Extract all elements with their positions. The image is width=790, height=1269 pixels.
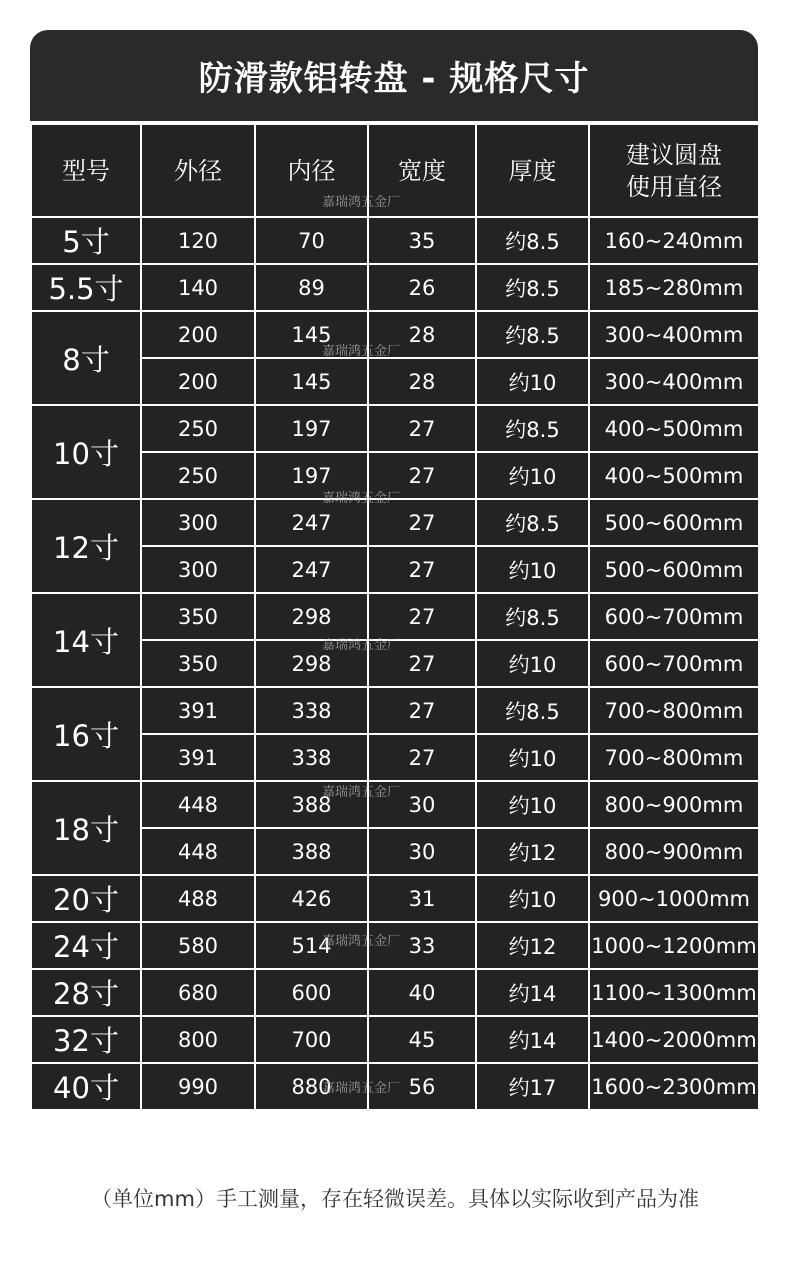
cell-model: 28寸 [31, 969, 141, 1016]
cell-recommended-diameter: 300~400mm [589, 311, 759, 358]
cell-recommended-diameter: 1100~1300mm [589, 969, 759, 1016]
cell-model: 10寸 [31, 405, 141, 499]
watermark-text: 嘉瑞鸿五金厂 [322, 195, 401, 210]
cell-recommended-diameter: 800~900mm [589, 828, 759, 875]
table-row [31, 311, 759, 358]
cell-model: 24寸 [31, 922, 141, 969]
table-row [31, 593, 759, 640]
cell-outer-diameter: 300 [141, 546, 255, 593]
footnote: （单位mm）手工测量，存在轻微误差。具体以实际收到产品为准 [91, 1187, 699, 1211]
cell-recommended-diameter: 1400~2000mm [589, 1016, 759, 1063]
cell-outer-diameter: 120 [141, 217, 255, 264]
cell-thickness: 约17 [476, 1063, 589, 1110]
watermark-text: 嘉瑞鸿五金厂 [322, 1081, 401, 1096]
cell-thickness: 约10 [476, 875, 589, 922]
cell-outer-diameter: 448 [141, 828, 255, 875]
cell-width: 27 [368, 640, 476, 687]
cell-recommended-diameter: 300~400mm [589, 358, 759, 405]
spec-card [30, 30, 758, 1111]
spec-table [30, 123, 760, 1111]
header-outer-diameter: 外径 [141, 124, 255, 217]
cell-width: 56 [368, 1063, 476, 1110]
cell-width: 26 [368, 264, 476, 311]
cell-width: 27 [368, 499, 476, 546]
cell-model: 12寸 [31, 499, 141, 593]
cell-inner-diameter: 298 [255, 593, 368, 640]
cell-model: 20寸 [31, 875, 141, 922]
cell-outer-diameter: 350 [141, 593, 255, 640]
cell-thickness: 约10 [476, 640, 589, 687]
spec-table-body [31, 217, 759, 1110]
cell-recommended-diameter: 160~240mm [589, 217, 759, 264]
cell-thickness: 约10 [476, 781, 589, 828]
cell-inner-diameter: 388 [255, 828, 368, 875]
table-row [31, 1063, 759, 1110]
cell-width: 35 [368, 217, 476, 264]
cell-inner-diameter: 70 [255, 217, 368, 264]
cell-inner-diameter: 338 [255, 687, 368, 734]
cell-thickness: 约10 [476, 734, 589, 781]
cell-model: 32寸 [31, 1016, 141, 1063]
cell-outer-diameter: 448 [141, 781, 255, 828]
cell-width: 28 [368, 311, 476, 358]
watermark-text: 嘉瑞鸿五金厂 [322, 934, 401, 949]
cell-width: 31 [368, 875, 476, 922]
table-row [31, 452, 759, 499]
cell-thickness: 约8.5 [476, 264, 589, 311]
cell-inner-diameter: 338 [255, 734, 368, 781]
cell-recommended-diameter: 400~500mm [589, 405, 759, 452]
table-row [31, 781, 759, 828]
cell-inner-diameter: 247 [255, 546, 368, 593]
cell-recommended-diameter: 600~700mm [589, 640, 759, 687]
cell-outer-diameter: 200 [141, 311, 255, 358]
cell-width: 40 [368, 969, 476, 1016]
cell-outer-diameter: 990 [141, 1063, 255, 1110]
table-row [31, 546, 759, 593]
cell-outer-diameter: 250 [141, 405, 255, 452]
cell-model: 16寸 [31, 687, 141, 781]
table-row [31, 687, 759, 734]
cell-model: 18寸 [31, 781, 141, 875]
cell-recommended-diameter: 1600~2300mm [589, 1063, 759, 1110]
cell-outer-diameter: 250 [141, 452, 255, 499]
cell-outer-diameter: 488 [141, 875, 255, 922]
table-row [31, 969, 759, 1016]
cell-recommended-diameter: 185~280mm [589, 264, 759, 311]
table-row [31, 264, 759, 311]
cell-inner-diameter: 426 [255, 875, 368, 922]
table-row [31, 734, 759, 781]
cell-outer-diameter: 680 [141, 969, 255, 1016]
cell-model: 5寸 [31, 217, 141, 264]
cell-inner-diameter: 145 [255, 311, 368, 358]
cell-thickness: 约10 [476, 546, 589, 593]
cell-inner-diameter: 197 [255, 405, 368, 452]
header-width: 宽度 [368, 124, 476, 217]
cell-inner-diameter: 700 [255, 1016, 368, 1063]
table-row [31, 828, 759, 875]
cell-recommended-diameter: 700~800mm [589, 734, 759, 781]
table-row [31, 217, 759, 264]
cell-thickness: 约12 [476, 922, 589, 969]
cell-thickness: 约12 [476, 828, 589, 875]
cell-thickness: 约14 [476, 1016, 589, 1063]
cell-recommended-diameter: 500~600mm [589, 499, 759, 546]
watermark-text: 嘉瑞鸿五金厂 [322, 638, 401, 653]
cell-width: 33 [368, 922, 476, 969]
watermark-text: 嘉瑞鸿五金厂 [322, 491, 401, 506]
cell-thickness: 约8.5 [476, 593, 589, 640]
cell-recommended-diameter: 900~1000mm [589, 875, 759, 922]
cell-inner-diameter: 197 [255, 452, 368, 499]
cell-recommended-diameter: 500~600mm [589, 546, 759, 593]
cell-thickness: 约10 [476, 452, 589, 499]
table-row [31, 922, 759, 969]
table-row [31, 358, 759, 405]
cell-inner-diameter: 89 [255, 264, 368, 311]
cell-width: 27 [368, 546, 476, 593]
watermark-text: 嘉瑞鸿五金厂 [322, 785, 401, 800]
cell-recommended-diameter: 600~700mm [589, 593, 759, 640]
header-model: 型号 [31, 124, 141, 217]
cell-outer-diameter: 140 [141, 264, 255, 311]
cell-width: 28 [368, 358, 476, 405]
cell-outer-diameter: 800 [141, 1016, 255, 1063]
cell-model: 5.5寸 [31, 264, 141, 311]
header-inner-diameter: 内径 [255, 124, 368, 217]
header-recommended-diameter [589, 124, 759, 217]
cell-thickness: 约8.5 [476, 311, 589, 358]
cell-width: 27 [368, 452, 476, 499]
cell-recommended-diameter: 800~900mm [589, 781, 759, 828]
cell-outer-diameter: 580 [141, 922, 255, 969]
cell-outer-diameter: 200 [141, 358, 255, 405]
cell-inner-diameter: 298 [255, 640, 368, 687]
cell-thickness: 约10 [476, 358, 589, 405]
cell-thickness: 约14 [476, 969, 589, 1016]
cell-inner-diameter: 247 [255, 499, 368, 546]
cell-model: 8寸 [31, 311, 141, 405]
cell-outer-diameter: 350 [141, 640, 255, 687]
cell-recommended-diameter: 700~800mm [589, 687, 759, 734]
cell-thickness: 约8.5 [476, 405, 589, 452]
table-row [31, 875, 759, 922]
cell-outer-diameter: 391 [141, 687, 255, 734]
cell-width: 45 [368, 1016, 476, 1063]
cell-inner-diameter: 514 [255, 922, 368, 969]
cell-recommended-diameter: 1000~1200mm [589, 922, 759, 969]
table-row [31, 405, 759, 452]
cell-model: 14寸 [31, 593, 141, 687]
cell-width: 27 [368, 687, 476, 734]
header-recommended-diameter-label: 建议圆盘 使用直径 [626, 140, 722, 201]
table-header-row [31, 124, 759, 217]
cell-model: 40寸 [31, 1063, 141, 1110]
cell-thickness: 约8.5 [476, 217, 589, 264]
table-row [31, 640, 759, 687]
cell-inner-diameter: 388 [255, 781, 368, 828]
cell-width: 27 [368, 593, 476, 640]
cell-inner-diameter: 145 [255, 358, 368, 405]
table-row [31, 499, 759, 546]
cell-thickness: 约8.5 [476, 499, 589, 546]
cell-width: 30 [368, 828, 476, 875]
cell-outer-diameter: 300 [141, 499, 255, 546]
cell-width: 30 [368, 781, 476, 828]
cell-inner-diameter: 600 [255, 969, 368, 1016]
watermark-text: 嘉瑞鸿五金厂 [322, 344, 401, 359]
cell-inner-diameter: 880 [255, 1063, 368, 1110]
cell-outer-diameter: 391 [141, 734, 255, 781]
cell-width: 27 [368, 734, 476, 781]
table-row [31, 1016, 759, 1063]
cell-recommended-diameter: 400~500mm [589, 452, 759, 499]
cell-thickness: 约8.5 [476, 687, 589, 734]
cell-width: 27 [368, 405, 476, 452]
page-title: 防滑款铝转盘 - 规格尺寸 [30, 30, 758, 123]
header-thickness: 厚度 [476, 124, 589, 217]
